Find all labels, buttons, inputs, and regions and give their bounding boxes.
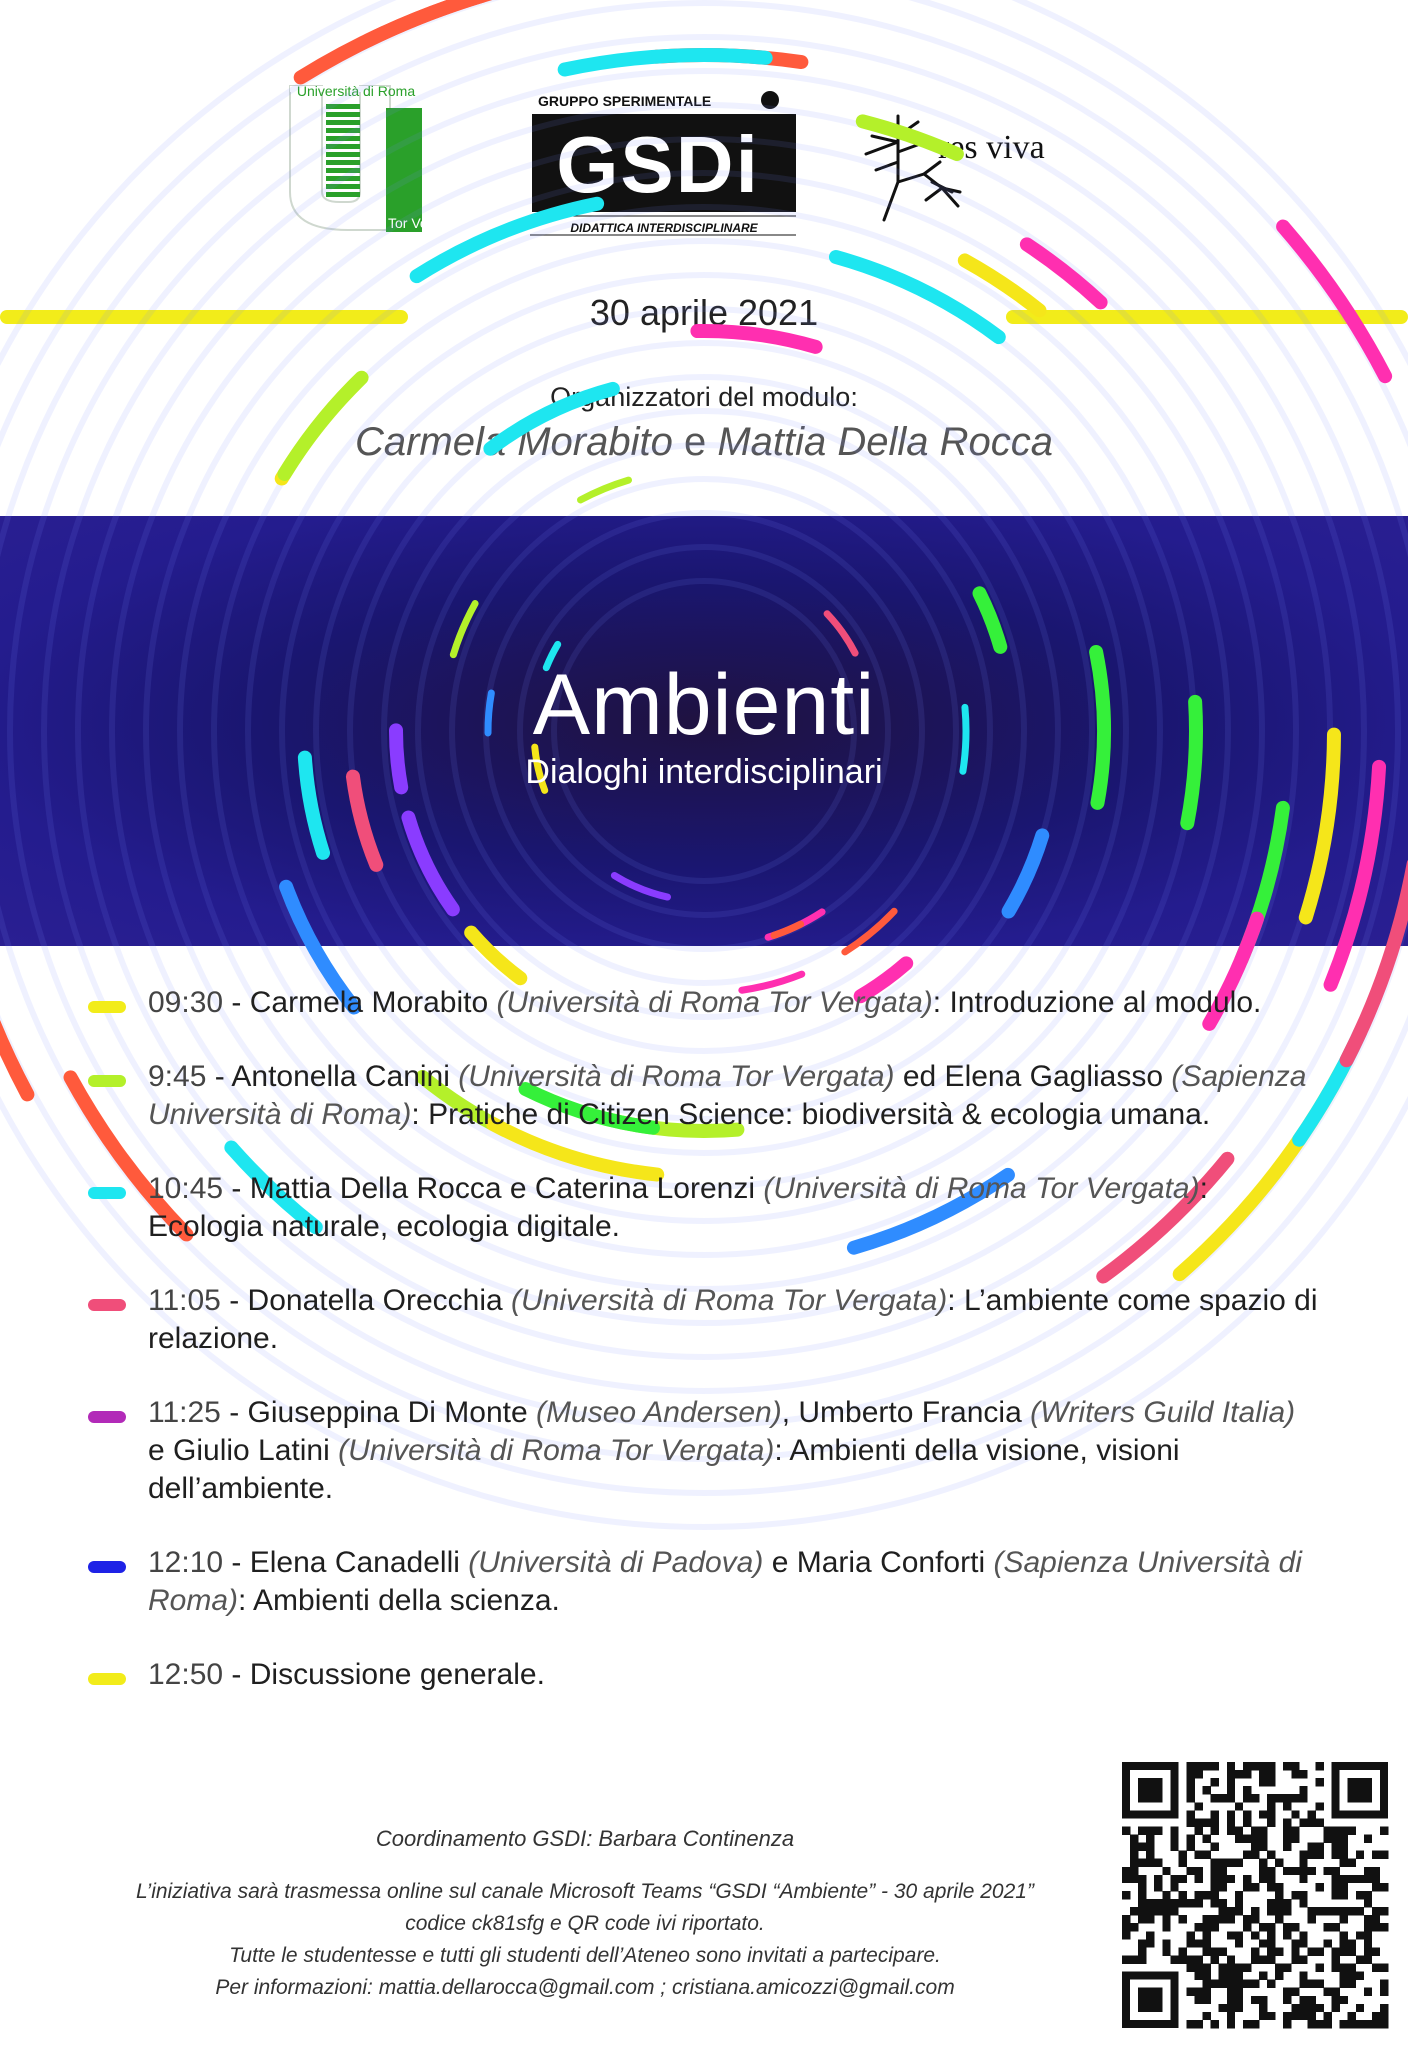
program-schedule xyxy=(88,984,1318,1730)
schedule-bullet xyxy=(88,1673,126,1685)
schedule-time: 09:30 xyxy=(148,986,224,1019)
schedule-text: e Maria Conforti xyxy=(763,1546,994,1579)
schedule-text: Discussione generale. xyxy=(249,1658,545,1691)
gsdi-main-text: GSDi xyxy=(556,120,760,209)
schedule-item xyxy=(88,1282,1318,1358)
schedule-affiliation: (Università di Roma Tor Vergata) xyxy=(338,1434,775,1467)
invitation-text: Tutte le studentesse e tutti gli studenti dell’Ateneo sono invitati a partecipare. xyxy=(229,1944,941,1967)
schedule-separator: - xyxy=(223,986,250,1019)
title-banner xyxy=(0,516,1408,946)
schedule-affiliation: (Università di Padova) xyxy=(468,1546,764,1579)
schedule-affiliation: (Università di Roma Tor Vergata) xyxy=(511,1284,948,1317)
schedule-text: : Pratiche di Citizen Science: biodiversità & ecologia umana. xyxy=(411,1098,1211,1131)
coordination-text: Coordinamento GSDI: Barbara Continenza xyxy=(375,1826,795,1851)
schedule-text: : Ambienti della scienza. xyxy=(238,1584,560,1617)
schedule-item xyxy=(88,1656,1318,1694)
schedule-item xyxy=(88,1544,1318,1620)
schedule-text: ed Elena Gagliasso xyxy=(894,1060,1172,1093)
schedule-separator: - xyxy=(206,1060,232,1093)
schedule-text: Mattia Della Rocca e Caterina Lorenzi xyxy=(249,1172,764,1205)
schedule-separator: - xyxy=(223,1658,250,1691)
broadcast-info-text: L’iniziativa sarà trasmessa online sul canale Microsoft Teams “GSDI “Ambiente” - 30 aprile 2021” xyxy=(136,1880,1034,1903)
banner-title: Ambienti xyxy=(532,657,876,753)
schedule-text: Carmela Morabito xyxy=(249,986,497,1019)
schedule-separator: - xyxy=(223,1172,250,1205)
university-campus-text: Tor Vergata xyxy=(388,215,460,231)
schedule-text: : L’ambiente come spazio di relazione. xyxy=(148,1284,1318,1355)
res-viva-text: res viva xyxy=(938,129,1045,166)
gsdi-bottom-text: DIDATTICA INTERDISCIPLINARE xyxy=(570,221,758,235)
schedule-separator: - xyxy=(223,1546,250,1579)
qr-code[interactable] xyxy=(1122,1762,1388,2028)
organizers-label: Organizzatori del modulo: xyxy=(550,382,858,412)
schedule-item xyxy=(88,984,1318,1022)
banner-subtitle: Dialoghi interdisciplinari xyxy=(525,753,883,791)
organizers-conjunction: e xyxy=(683,420,707,464)
schedule-item xyxy=(88,1394,1318,1508)
gsdi-top-text: GRUPPO SPERIMENTALE xyxy=(538,93,712,109)
event-date: 30 aprile 2021 xyxy=(589,292,819,333)
schedule-affiliation: (Sapienza Università di Roma) xyxy=(148,1060,1307,1131)
schedule-time: 11:25 xyxy=(148,1396,221,1429)
schedule-affiliation: (Università di Roma Tor Vergata) xyxy=(763,1172,1200,1205)
university-name-text: Università di Roma xyxy=(296,83,416,99)
organizer-name-2: Mattia Della Rocca xyxy=(717,420,1054,464)
schedule-text: Antonella Canini xyxy=(231,1060,459,1093)
schedule-bullet xyxy=(88,1561,126,1573)
schedule-text: e Giulio Latini xyxy=(148,1434,339,1467)
organizer-name-1: Carmela Morabito xyxy=(354,420,673,464)
schedule-affiliation: (Università di Roma Tor Vergata) xyxy=(458,1060,895,1093)
schedule-item xyxy=(88,1170,1318,1246)
schedule-bullet xyxy=(88,1001,126,1013)
contact-emails-text: Per informazioni: mattia.dellarocca@gmail.com ; cristiana.amicozzi@gmail.com xyxy=(215,1976,955,1999)
schedule-time: 12:10 xyxy=(148,1546,224,1579)
schedule-text: : Ambienti della visione, visioni dell’ambiente. xyxy=(148,1434,1180,1505)
schedule-separator: - xyxy=(220,1396,248,1429)
teams-code-text: codice ck81sfg e QR code ivi riportato. xyxy=(405,1912,765,1935)
schedule-time: 10:45 xyxy=(148,1172,224,1205)
schedule-affiliation: (Writers Guild Italia) xyxy=(1030,1396,1296,1429)
schedule-separator: - xyxy=(220,1284,248,1317)
schedule-bullet xyxy=(88,1075,126,1087)
footer-info xyxy=(80,1826,1090,2004)
schedule-time: 9:45 xyxy=(148,1060,207,1093)
schedule-text: : Introduzione al modulo. xyxy=(932,986,1262,1019)
schedule-bullet xyxy=(88,1299,126,1311)
schedule-affiliation: (Università di Roma Tor Vergata) xyxy=(496,986,933,1019)
schedule-bullet xyxy=(88,1187,126,1199)
schedule-text: , Umberto Francia xyxy=(781,1396,1031,1429)
schedule-bullet xyxy=(88,1411,126,1423)
schedule-item xyxy=(88,1058,1318,1134)
schedule-text: Giuseppina Di Monte xyxy=(247,1396,537,1429)
schedule-text: Elena Canadelli xyxy=(249,1546,469,1579)
schedule-affiliation: (Sapienza Università di Roma) xyxy=(148,1546,1302,1617)
schedule-text: : Ecologia naturale, ecologia digitale. xyxy=(148,1172,1208,1243)
schedule-text: Donatella Orecchia xyxy=(247,1284,511,1317)
schedule-time: 11:05 xyxy=(148,1284,221,1317)
schedule-time: 12:50 xyxy=(148,1658,224,1691)
schedule-affiliation: (Museo Andersen) xyxy=(536,1396,782,1429)
